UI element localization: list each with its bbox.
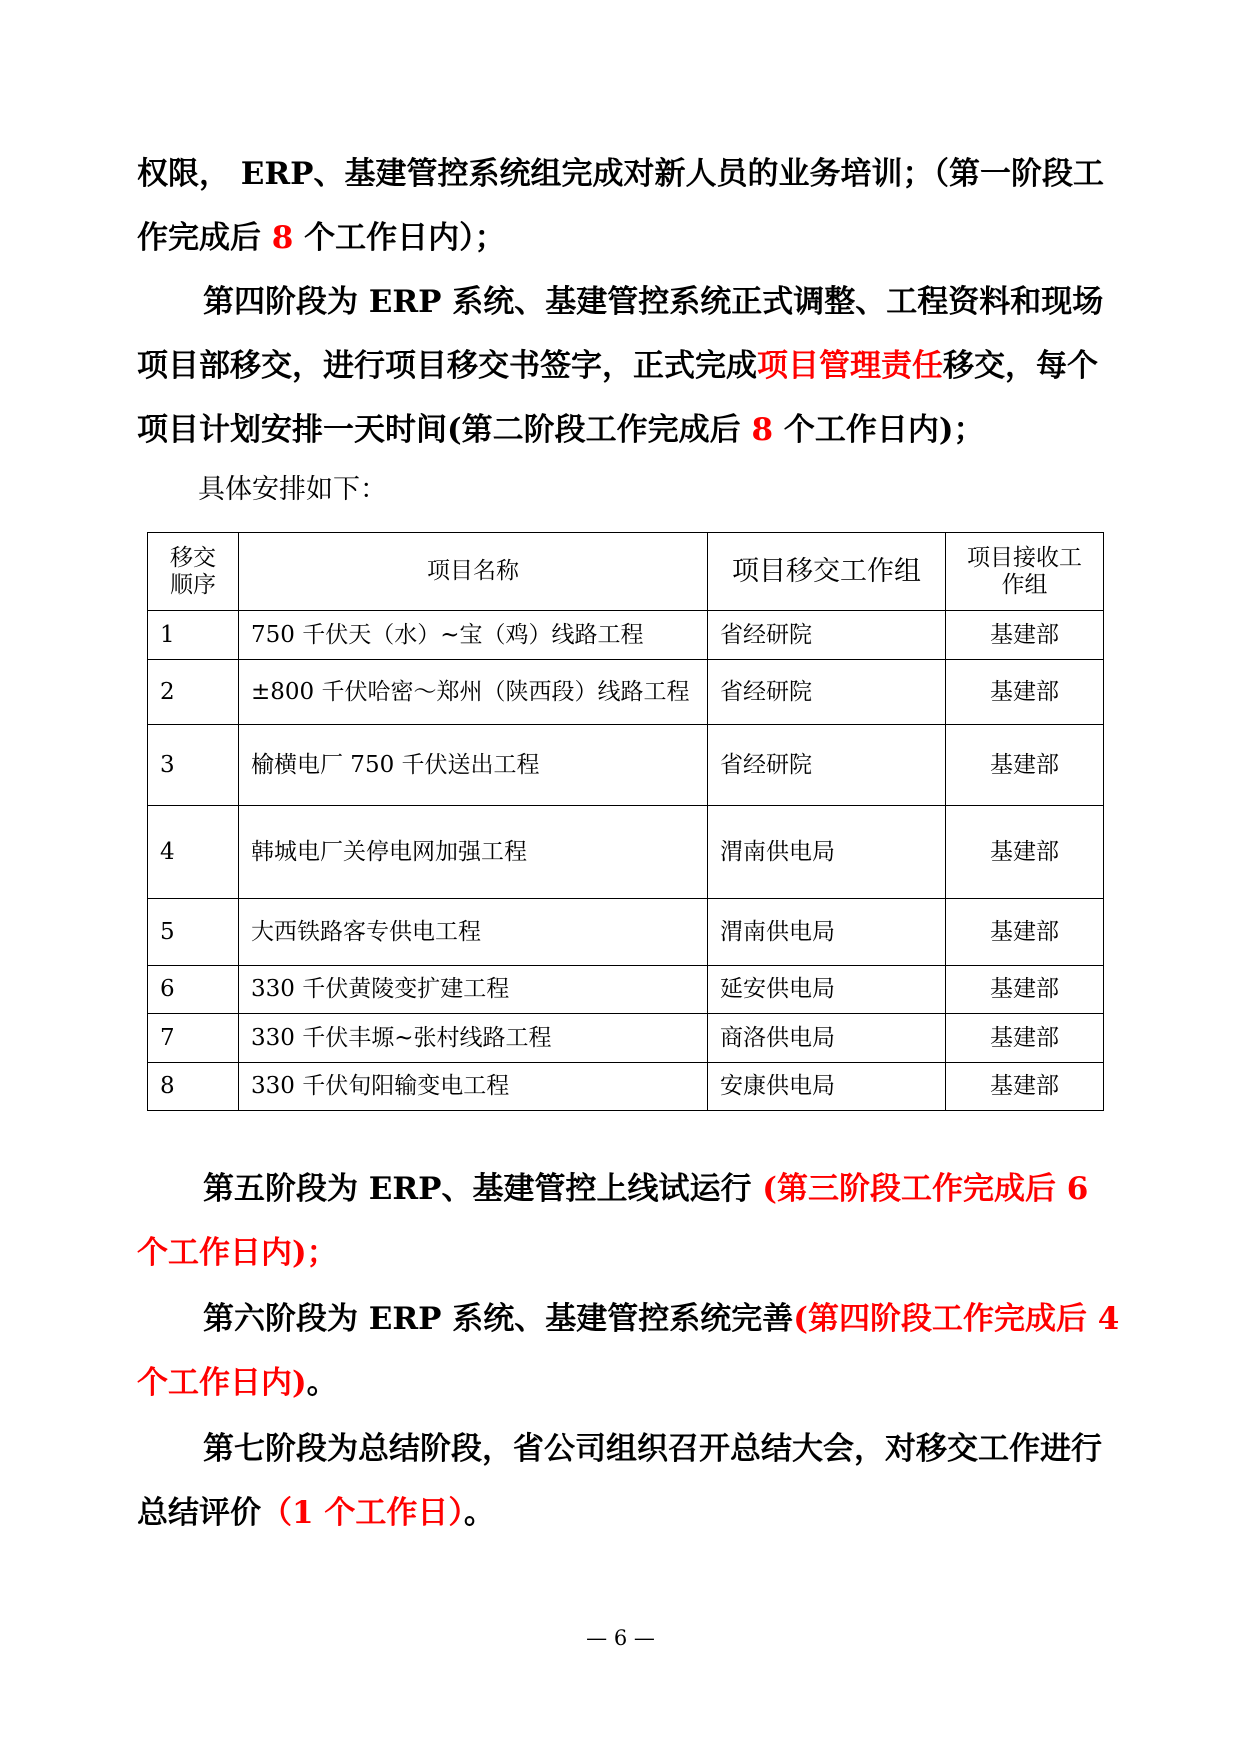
project-name: 330 千伏旬阳输变电工程: [239, 1063, 708, 1111]
table-row: [148, 1014, 1104, 1063]
receive-group: 基建部: [946, 725, 1104, 806]
receive-group: 基建部: [946, 966, 1104, 1014]
transfer-group: 省经研院: [708, 725, 946, 806]
paragraph-text: 第四阶段为 ERP 系统、基建管控系统正式调整、工程资料和现场项目部移交，进行项目移交书签字，正式完成: [137, 284, 1104, 384]
table-row: [148, 660, 1104, 725]
paragraph-text: 个工作日内）；: [293, 220, 506, 256]
paragraph-text: 个工作日内)；: [773, 412, 985, 448]
receive-group: 基建部: [946, 806, 1104, 899]
paragraph-stage3-end: [137, 142, 1127, 270]
paragraph-text: 。: [463, 1495, 495, 1531]
transfer-group: 延安供电局: [708, 966, 946, 1014]
header-order: 移交顺序: [148, 533, 239, 611]
highlight-text: 8: [751, 412, 774, 448]
transfer-group: 商洛供电局: [708, 1014, 946, 1063]
page-number: — 6 —: [586, 1626, 655, 1650]
paragraph-stage4: [137, 270, 1127, 462]
project-name: 330 千伏丰塬~张村线路工程: [239, 1014, 708, 1063]
row-number: 2: [148, 660, 239, 725]
paragraph-text: 第五阶段为 ERP、基建管控上线试运行: [203, 1171, 763, 1207]
receive-group: 基建部: [946, 1063, 1104, 1111]
highlight-text: （1 个工作日）: [261, 1495, 464, 1531]
paragraph-stage7: [137, 1417, 1127, 1545]
project-name: 榆横电厂 750 千伏送出工程: [239, 725, 708, 806]
table-row: [148, 806, 1104, 899]
transfer-group: 渭南供电局: [708, 899, 946, 966]
table-header-row: [148, 533, 1104, 611]
row-number: 8: [148, 1063, 239, 1111]
header-project-name: 项目名称: [239, 533, 708, 611]
row-number: 3: [148, 725, 239, 806]
paragraph-text: 。: [306, 1365, 338, 1401]
project-name: 330 千伏黄陵变扩建工程: [239, 966, 708, 1014]
highlight-text: (第四阶段工作完成后 4 个工作日内): [137, 1301, 1120, 1401]
project-name: ±800 千伏哈密～郑州（陕西段）线路工程: [239, 660, 708, 725]
table-row: [148, 966, 1104, 1014]
table-row: [148, 725, 1104, 806]
row-number: 1: [148, 611, 239, 660]
receive-group: 基建部: [946, 1014, 1104, 1063]
project-name: 韩城电厂关停电网加强工程: [239, 806, 708, 899]
transfer-group: 省经研院: [708, 660, 946, 725]
receive-group: 基建部: [946, 899, 1104, 966]
paragraph-stage6: [137, 1287, 1127, 1415]
schedule-intro: 具体安排如下：: [198, 474, 387, 505]
row-number: 5: [148, 899, 239, 966]
project-name: 大西铁路客专供电工程: [239, 899, 708, 966]
highlight-text: 8: [271, 220, 294, 256]
header-receive-group: 项目接收工作组: [946, 533, 1104, 611]
highlight-text: (第三阶段工作完成后 6 个工作日内)；: [137, 1171, 1089, 1271]
table-row: [148, 1063, 1104, 1111]
paragraph-text: 权限， ERP、基建管控系统组完成对新人员的业务培训；（第一阶段工作完成后: [137, 156, 1104, 256]
transfer-group: 安康供电局: [708, 1063, 946, 1111]
transfer-group: 省经研院: [708, 611, 946, 660]
row-number: 6: [148, 966, 239, 1014]
transfer-group: 渭南供电局: [708, 806, 946, 899]
table-row: [148, 611, 1104, 660]
project-name: 750 千伏天（水）~宝（鸡）线路工程: [239, 611, 708, 660]
receive-group: 基建部: [946, 611, 1104, 660]
paragraph-text: 移交，每个项目计划安排一天时间(第二阶段工作完成后: [137, 348, 1098, 448]
row-number: 7: [148, 1014, 239, 1063]
paragraph-text: 第六阶段为 ERP 系统、基建管控系统完善: [203, 1301, 794, 1337]
paragraph-stage5: [137, 1157, 1127, 1285]
header-transfer-group: 项目移交工作组: [708, 533, 946, 611]
row-number: 4: [148, 806, 239, 899]
receive-group: 基建部: [946, 660, 1104, 725]
schedule-table: [147, 532, 1104, 1111]
paragraph-text: 第七阶段为总结阶段，省公司组织召开总结大会，对移交工作进行总结评价: [137, 1431, 1102, 1531]
table-row: [148, 899, 1104, 966]
highlight-text: 项目管理责任: [757, 348, 943, 384]
